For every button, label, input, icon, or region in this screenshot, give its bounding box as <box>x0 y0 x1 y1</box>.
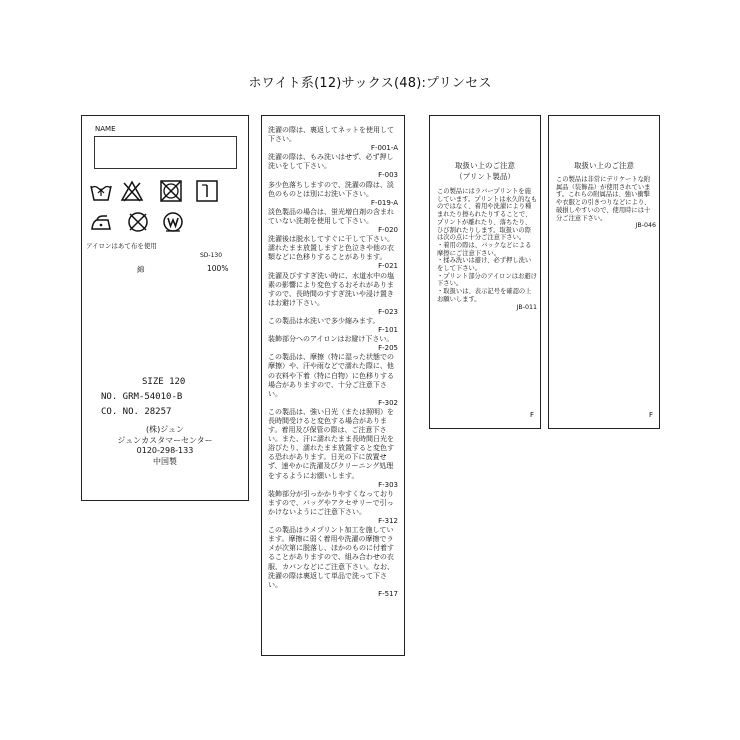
care-line: この製品は、摩擦（特に湿った状態での摩擦）や、汗や雨などで濡れた際に、他の衣料や下着（特に白物）に色移りする場合がありますので、十分ご注意下さい。 <box>268 353 394 398</box>
care-code: F-303 <box>378 480 398 489</box>
wash-basin-icon <box>89 179 113 203</box>
caution-title-line: 取扱い上のご注意 <box>574 161 634 170</box>
caution-line: ・プリント部分のアイロンはお避け下さい。 <box>437 272 537 288</box>
caution-body <box>556 176 656 230</box>
page-title: ホワイト系(12)サックス(48):プリンセス <box>248 76 492 91</box>
care-code: F-019-A <box>370 198 398 207</box>
care-instructions-text <box>262 116 404 599</box>
caution-code: JB-011 <box>516 303 537 311</box>
wet-clean-icon <box>161 210 185 234</box>
name-field-box <box>94 136 237 169</box>
caution-line: ・取扱いは、表示記号を確認の上お願いします。 <box>437 288 532 303</box>
care-line: 淡色製品の場合は、蛍光増白剤の含まれていない洗剤を使用して下さい。 <box>268 207 394 225</box>
care-line: 洗濯の際は、裏返してネットを使用して下さい。 <box>268 126 394 144</box>
care-instructions-label <box>261 115 405 656</box>
care-code: F-003 <box>378 171 398 180</box>
caution-body <box>437 188 537 311</box>
maker-info <box>82 425 248 467</box>
care-line: 洗濯の際は、もみ洗いはせず、必ず押し洗いをして下さい。 <box>268 153 394 171</box>
name-label: NAME <box>95 125 116 133</box>
no-tumble-dry-icon <box>159 179 183 203</box>
caution-line: この製品にはラバープリントを施しています。プリントは永久的なものではなく、着用や洗濯により種まれたり擦られたりすることで、プリントが離れたり、落ちたり、ひび割れたりします。取扱いの際は次の点に十分ご注意下さい。 <box>437 188 537 242</box>
care-line: この製品は水洗いで多少縮みます。 <box>268 316 380 325</box>
care-code: F-020 <box>378 226 398 235</box>
accessory-caution-label <box>548 115 660 429</box>
maker-line: ジュンカスタマーセンター <box>117 435 213 445</box>
caution-line: ・着用の際は、バックなどによる摩擦にご注意下さい。 <box>437 241 532 257</box>
color-number: CO. NO. 28257 <box>101 407 172 417</box>
care-line: 洗濯及びすすぎ洗い時に、水道水中の塩素の影響により変色するおそれがありますので、長時間のすすぎ洗いや浸け置きはお避け下さい。 <box>268 271 395 307</box>
care-label-main <box>81 115 249 501</box>
fiber-name: 綿 <box>137 265 145 274</box>
iron-icon <box>89 210 113 234</box>
care-line: 装飾部分へのアイロンはお避け下さい。 <box>268 335 394 344</box>
size-text: SIZE 120 <box>142 377 186 387</box>
care-code: F-302 <box>378 398 398 407</box>
fiber-percent: 100% <box>207 264 229 273</box>
iron-note: アイロンはあて布を使用 <box>86 242 157 250</box>
maker-line: 0120-298-133 <box>136 446 194 455</box>
maker-line: 中国製 <box>153 456 177 466</box>
caution-line: この製品は非常にデリケートな附属品（装飾品）が使用されています。これらの附属品は、強い衝撃や衣服との引きつりなどにより、破損しやすいので、使用時には十分ご注意下さい。 <box>556 176 651 222</box>
care-code: F-312 <box>378 517 398 526</box>
sd-code: SD-130 <box>200 252 223 259</box>
no-dry-clean-icon <box>126 210 150 234</box>
care-line: 洗濯後は脱水してすぐに干して下さい。濡れたまま放置しますと色泣きや他の衣類などに色移りすることがあります。 <box>268 235 394 262</box>
print-caution-label <box>429 115 541 429</box>
caution-title-line: （プリント製品） <box>455 172 515 181</box>
line-dry-icon <box>195 179 219 203</box>
caution-line: ・揉み洗いは避け、必ず押し洗いをして下さい。 <box>437 257 532 273</box>
f-mark: F <box>529 411 534 419</box>
caution-code: JB-046 <box>635 222 656 230</box>
care-code: F-023 <box>378 307 398 316</box>
care-line: この製品はラメプリント加工を施しています。摩擦に弱く着用や洗濯の摩擦でラメが次第に脱落し、ほかのものに付着することがありますので、組み合わせの衣服、カバンなどにご注意下さい。なお、洗濯の際は裏返して単品で洗って下さい。 <box>268 526 394 589</box>
care-line: 装飾部分が引っかかりやすくなっておりますので、バッグやアクセサリーで引っかけないようにご注意下さい。 <box>268 489 394 516</box>
care-code: F-001-A <box>370 144 398 153</box>
care-line: 多少色落ちしますので、洗濯の際は、淡色のものとは別にお洗い下さい。 <box>268 180 394 198</box>
care-code: F-205 <box>378 344 398 353</box>
caution-title-line: 取扱い上のご注意 <box>455 161 515 170</box>
care-line: この製品は、強い日光（または照明）を長時間受けると変色する場合があります。着用及び保管の際は、ご注意下さい。また、汗に濡れたまま長時間日光を浴びたり、濡れたまま放置すると変色する恐れがあります。日光の下に放置せず、速やかに洗濯及びクリーニング処理をするようにお願いします。 <box>268 407 394 480</box>
caution-title <box>430 160 540 182</box>
care-code: F-021 <box>378 262 398 271</box>
no-bleach-icon <box>120 179 144 203</box>
f-mark: F <box>648 411 653 419</box>
product-number: NO. GRM-54010-B <box>101 392 183 402</box>
maker-line: (株)ジュン <box>145 425 185 434</box>
care-code: F-101 <box>378 326 398 335</box>
care-code: F-517 <box>378 589 398 598</box>
caution-title <box>549 160 659 171</box>
